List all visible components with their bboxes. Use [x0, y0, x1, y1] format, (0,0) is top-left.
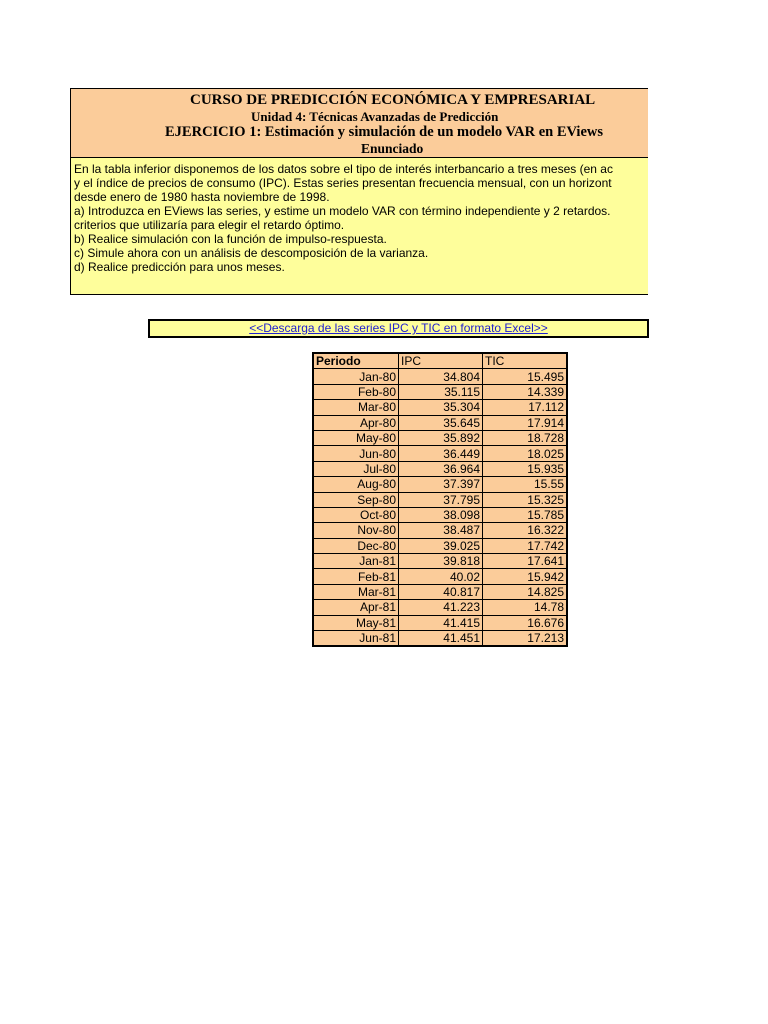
- table-row: [313, 492, 567, 507]
- cell-ipc: 35.115: [399, 384, 483, 399]
- table-row: [313, 584, 567, 599]
- table-row: [313, 415, 567, 430]
- cell-tic: 17.742: [483, 538, 568, 553]
- table-row: [313, 538, 567, 553]
- cell-ipc: 35.304: [399, 400, 483, 415]
- cell-period: Oct-80: [313, 507, 399, 522]
- statement-line: a) Introduzca en EViews las series, y estime un modelo VAR con término independiente y 2 retardos.: [74, 204, 611, 218]
- table-row: [313, 461, 567, 476]
- table-row: [313, 369, 567, 384]
- download-series-link[interactable]: <<Descarga de las series IPC y TIC en formato Excel>>: [249, 321, 548, 335]
- cell-period: Feb-81: [313, 569, 399, 584]
- statement-label: Enunciado: [361, 141, 424, 156]
- cell-tic: 17.112: [483, 400, 568, 415]
- cell-period: Apr-80: [313, 415, 399, 430]
- table-row: [313, 600, 567, 615]
- cell-ipc: 38.487: [399, 523, 483, 538]
- cell-tic: 15.325: [483, 492, 568, 507]
- statement-line: desde enero de 1980 hasta noviembre de 1998.: [74, 190, 330, 204]
- cell-ipc: 41.415: [399, 615, 483, 630]
- table-row: [313, 430, 567, 445]
- exercise-statement: [70, 158, 648, 295]
- table-row: [313, 400, 567, 415]
- cell-period: May-80: [313, 430, 399, 445]
- cell-ipc: 35.645: [399, 415, 483, 430]
- table-row: [313, 523, 567, 538]
- cell-period: Jan-81: [313, 554, 399, 569]
- cell-ipc: 38.098: [399, 507, 483, 522]
- cell-tic: 16.676: [483, 615, 568, 630]
- header-periodo: Periodo: [313, 353, 399, 369]
- cell-ipc: 36.964: [399, 461, 483, 476]
- cell-tic: 14.825: [483, 584, 568, 599]
- cell-tic: 15.785: [483, 507, 568, 522]
- table-row: [313, 477, 567, 492]
- cell-ipc: 40.02: [399, 569, 483, 584]
- cell-ipc: 37.795: [399, 492, 483, 507]
- statement-line: d) Realice predicción para unos meses.: [74, 260, 285, 274]
- cell-tic: 14.339: [483, 384, 568, 399]
- cell-tic: 17.213: [483, 631, 568, 647]
- download-bar: [148, 319, 649, 338]
- cell-ipc: 40.817: [399, 584, 483, 599]
- cell-period: Jun-81: [313, 631, 399, 647]
- cell-tic: 14.78: [483, 600, 568, 615]
- cell-tic: 17.641: [483, 554, 568, 569]
- cell-ipc: 41.451: [399, 631, 483, 647]
- header-tic: TIC: [483, 353, 568, 369]
- statement-line: b) Realice simulación con la función de impulso-respuesta.: [74, 232, 387, 246]
- table-row: [313, 384, 567, 399]
- table-row: [313, 569, 567, 584]
- cell-tic: 17.914: [483, 415, 568, 430]
- exercise-title: EJERCICIO 1: Estimación y simulación de un modelo VAR en EViews: [165, 124, 604, 140]
- cell-period: Nov-80: [313, 523, 399, 538]
- table-row: [313, 631, 567, 647]
- course-title: CURSO DE PREDICCIÓN ECONÓMICA Y EMPRESARIAL: [190, 92, 596, 108]
- cell-period: Jan-80: [313, 369, 399, 384]
- header-ipc: IPC: [399, 353, 483, 369]
- cell-period: Aug-80: [313, 477, 399, 492]
- table-row: [313, 507, 567, 522]
- statement-line: En la tabla inferior disponemos de los datos sobre el tipo de interés interbancario a tres meses (en ac: [74, 162, 613, 176]
- table-row: [313, 446, 567, 461]
- cell-period: Jul-80: [313, 461, 399, 476]
- cell-period: Mar-81: [313, 584, 399, 599]
- cell-ipc: 36.449: [399, 446, 483, 461]
- cell-tic: 16.322: [483, 523, 568, 538]
- cell-tic: 15.935: [483, 461, 568, 476]
- cell-period: Sep-80: [313, 492, 399, 507]
- cell-tic: 15.55: [483, 477, 568, 492]
- cell-tic: 18.025: [483, 446, 568, 461]
- cell-period: Dec-80: [313, 538, 399, 553]
- cell-tic: 15.495: [483, 369, 568, 384]
- cell-ipc: 41.223: [399, 600, 483, 615]
- title-block: [70, 88, 648, 158]
- cell-period: May-81: [313, 615, 399, 630]
- cell-tic: 15.942: [483, 569, 568, 584]
- cell-ipc: 34.804: [399, 369, 483, 384]
- table-row: [313, 615, 567, 630]
- statement-line: c) Simule ahora con un análisis de descomposición de la varianza.: [74, 246, 429, 260]
- cell-ipc: 37.397: [399, 477, 483, 492]
- cell-period: Jun-80: [313, 446, 399, 461]
- data-table: [312, 352, 568, 647]
- cell-period: Mar-80: [313, 400, 399, 415]
- cell-period: Apr-81: [313, 600, 399, 615]
- cell-ipc: 35.892: [399, 430, 483, 445]
- table-header-row: [313, 353, 567, 369]
- cell-period: Feb-80: [313, 384, 399, 399]
- cell-tic: 18.728: [483, 430, 568, 445]
- table-row: [313, 554, 567, 569]
- cell-ipc: 39.818: [399, 554, 483, 569]
- statement-line: criterios que utilizaría para elegir el retardo óptimo.: [74, 218, 345, 232]
- unit-title: Unidad 4: Técnicas Avanzadas de Predicción: [251, 109, 499, 124]
- statement-line: y el índice de precios de consumo (IPC). Estas series presentan frecuencia mensual, con un horizont: [74, 176, 612, 190]
- cell-ipc: 39.025: [399, 538, 483, 553]
